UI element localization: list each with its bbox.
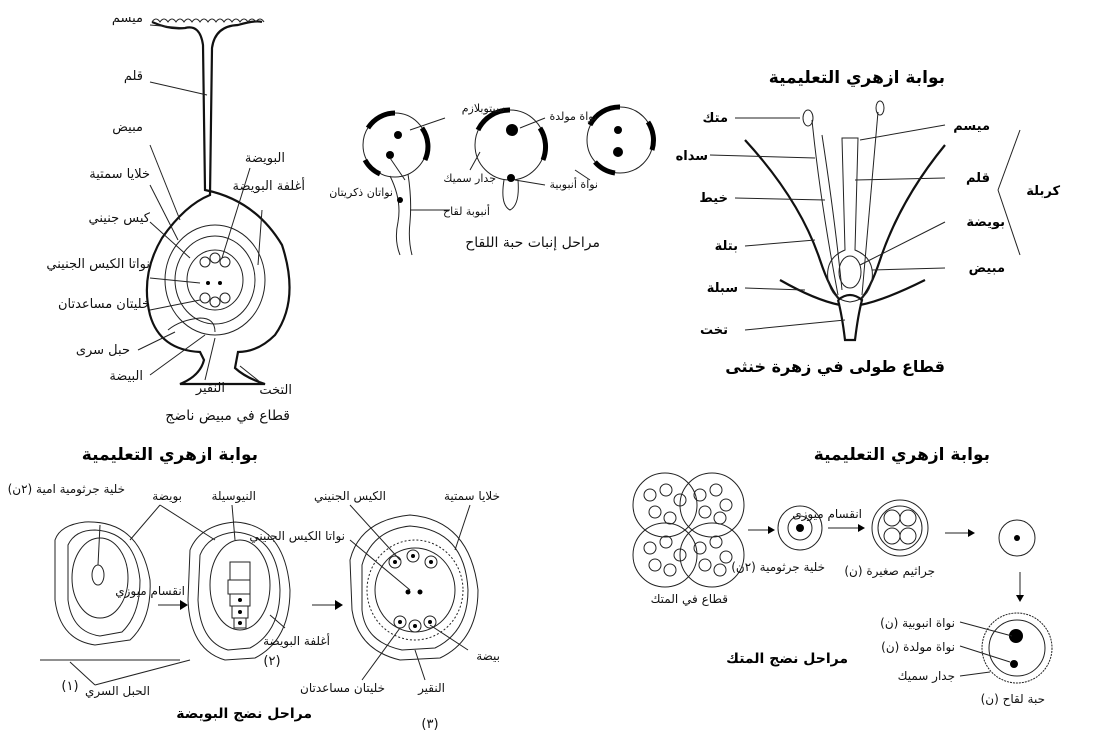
anther-maturation-panel: [633, 445, 1052, 706]
label-maturation-ovule: بويضة: [152, 489, 182, 503]
label-microspores: جراثيم صغيرة (ن): [844, 564, 935, 578]
label-maturation-synergids: خليتان مساعدتان: [300, 681, 385, 695]
stage-number-3: (٣): [421, 717, 439, 732]
label-nucellus-cells: خلايا سمتية: [89, 167, 150, 182]
stage-number-2: (٢): [263, 654, 281, 669]
arrow-anther-3: [945, 529, 975, 537]
label-flower-receptacle: تخت: [699, 323, 728, 338]
label-maturation-funicle: الحبل السري: [85, 684, 150, 698]
label-filament: خيط: [699, 191, 728, 206]
watermark-bottom-right: بوابة ازهري التعليمية: [813, 445, 990, 465]
label-anther-meiosis: انقسام ميوزى: [792, 507, 862, 521]
label-mother-cell: خلية جرثومية امية (٢ن): [7, 482, 125, 496]
label-flower-stigma: ميسم: [953, 119, 990, 134]
label-embryo-sac: كيس جنيني: [88, 211, 150, 226]
label-ovary: مبيض: [112, 120, 143, 135]
label-flower-ovule: بويضة: [966, 215, 1005, 230]
arrow-ovule-2: [312, 600, 343, 610]
pollen-germination-title: مراحل إنبات حبة اللقاح: [465, 235, 600, 251]
label-thick-wall: جدار سميك: [443, 172, 496, 185]
label-sepal: سبلة: [706, 281, 738, 296]
label-maturation-integuments: أغلفة البويضة: [263, 634, 330, 648]
ovule-section-title: قطاع في مبيض ناضج: [165, 408, 290, 424]
watermark-top-right: بوابة ازهري التعليمية: [768, 68, 945, 88]
flower-section-panel: [676, 68, 1061, 377]
label-egg: البويضة: [244, 151, 285, 166]
petal-left: [745, 140, 840, 300]
mature-pollen-grain: [982, 613, 1052, 683]
pollen-tube: [390, 174, 412, 255]
label-pollen-tube: أنبوبة لقاح: [443, 205, 490, 218]
microspore-tetrad: [872, 500, 928, 556]
flower-section-title: قطاع طولى في زهرة خنثى: [725, 357, 945, 376]
label-pollen-thick-wall: جدار سميك: [897, 669, 955, 683]
pollen-leader-lines: [390, 118, 590, 210]
label-maturation-nucellus: النيوسيلة: [211, 489, 256, 503]
label-pollen-tube-nucleus: نواة انبوبية (ن): [880, 616, 955, 630]
label-receptacle: التخت: [259, 383, 292, 398]
ovule-maturation-panel: [8, 445, 500, 732]
sepal-left: [780, 280, 840, 305]
label-generative-nucleus: نواة مولدة: [549, 110, 597, 123]
label-anther: متك: [702, 111, 728, 126]
label-synergids: خليتان مساعدتان: [57, 297, 150, 312]
watermark-bottom-left: بوابة ازهري التعليمية: [81, 445, 258, 465]
outer-integument: [165, 225, 265, 335]
stigma-top: [152, 19, 264, 22]
anther-cross-section: [633, 473, 744, 587]
arrow-anther-1: [748, 526, 775, 534]
label-anther-section: قطاع في المتك: [650, 592, 728, 606]
funicle: [168, 318, 215, 332]
anther-left: [803, 110, 813, 126]
anther-right: [876, 101, 884, 115]
label-maturation-nucellus-cells: خلايا سمتية: [443, 489, 500, 503]
label-maturation-sac-nuclei: نواتا الكيس الجنيني: [249, 529, 345, 543]
ovule-maturation-title: مراحل نضج البويضة: [176, 706, 312, 722]
label-funicle: حبل سرى: [75, 343, 130, 358]
anther-leader-lines: [960, 622, 1012, 676]
label-carpel: كربلة: [1026, 184, 1060, 199]
stage-number-1: (١): [61, 679, 79, 694]
arrow-anther-2: [828, 524, 865, 532]
arrow-ovule-1: [158, 600, 188, 610]
ovule-section-panel: [46, 11, 305, 424]
label-tube-nucleus: نواة أنبوبية: [549, 178, 598, 191]
label-cytoplasm: سيتوبلازم: [461, 102, 505, 115]
label-style: قلم: [123, 69, 143, 84]
label-maturation-egg: بيضة: [476, 649, 500, 663]
label-flower-style: قلم: [965, 171, 990, 186]
anther-maturation-title: مراحل نضج المتك: [726, 651, 848, 667]
label-male-nuclei: نواتان ذكريتان: [329, 186, 393, 199]
label-maturation-embryo-sac: الكيس الجنيني: [314, 489, 386, 503]
label-stigma: ميسم: [111, 11, 143, 26]
label-pollen-generative-nucleus: نواة مولدة (ن): [881, 640, 955, 654]
label-sac-nuclei: نواتا الكيس الجنيني: [46, 257, 150, 272]
label-flower-ovary: مبيض: [968, 261, 1005, 276]
ovule-stage-3: [350, 515, 478, 660]
label-micropyle: النقير: [195, 381, 225, 396]
arrow-anther-down: [1016, 572, 1024, 602]
label-maturation-meiosis: انقسام ميوزي: [115, 584, 185, 598]
single-microspore: [999, 520, 1035, 556]
label-petal: بتلة: [714, 239, 738, 254]
label-maturation-micropyle: النقير: [418, 681, 445, 695]
flower-ovule: [839, 256, 861, 288]
label-ovule: البيضة: [109, 369, 143, 384]
label-pollen-grain: حبة لقاح (ن): [980, 692, 1045, 706]
label-integuments: أغلفة البويضة: [232, 179, 305, 194]
label-spore-cell: خلية جرثومية (٢ن): [731, 560, 825, 574]
pollen-germination-panel: [329, 102, 653, 255]
label-stamen: سداه: [675, 149, 708, 164]
